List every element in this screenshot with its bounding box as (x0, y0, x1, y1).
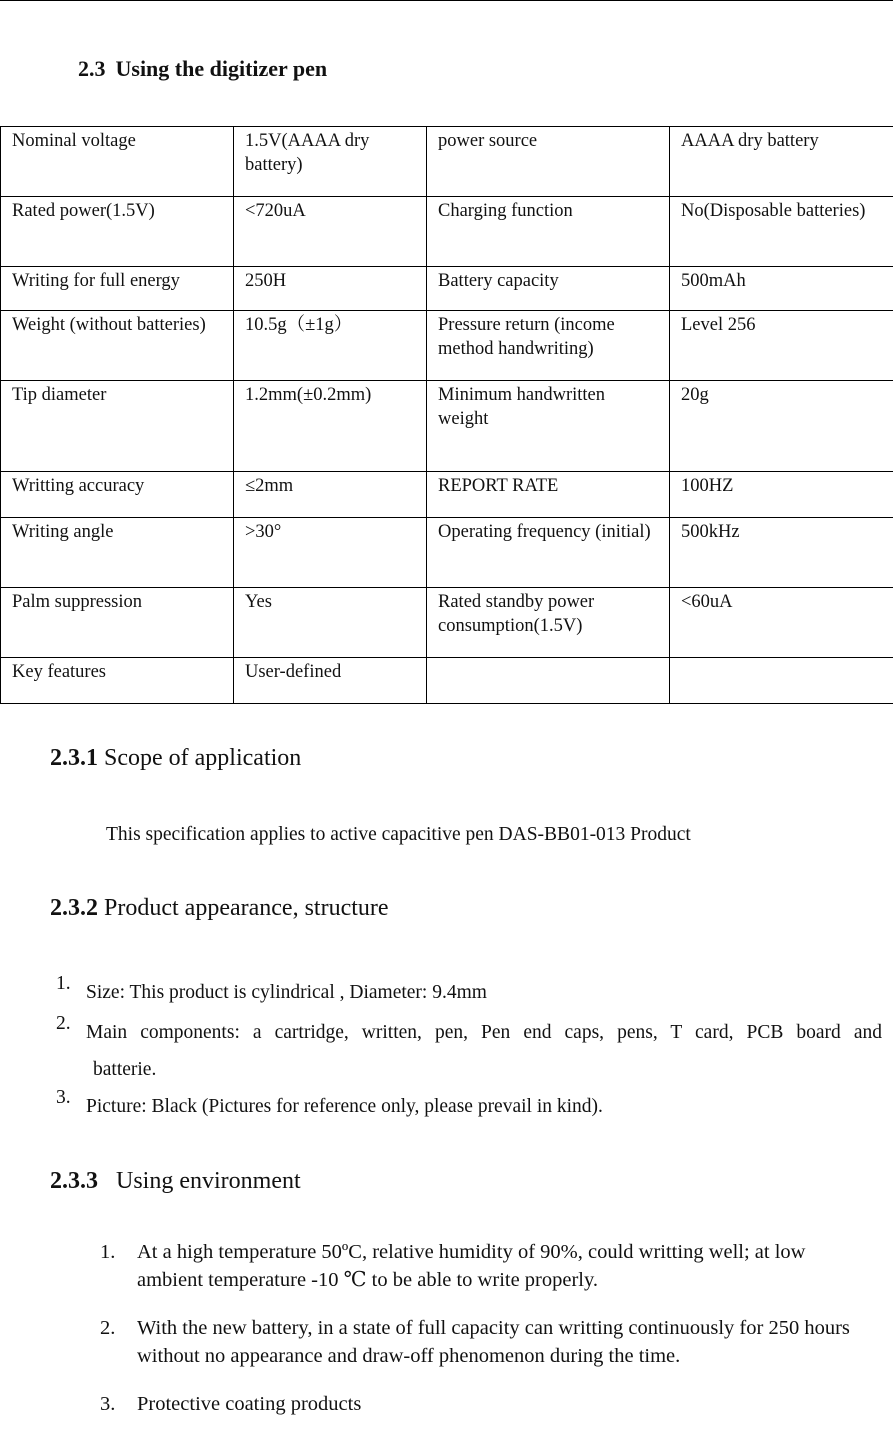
table-cell: Level 256 (670, 311, 893, 381)
environment-number: 2.3.3 (50, 1168, 98, 1194)
table-cell: Nominal voltage (1, 127, 234, 197)
list-number: 2. (56, 1013, 71, 1035)
table-row (1, 311, 893, 381)
table-cell (427, 658, 670, 704)
list-text: Protective coating products (137, 1393, 361, 1415)
table-cell: No(Disposable batteries) (670, 197, 893, 267)
table-cell: Minimum handwritten weight (427, 381, 670, 472)
table-row (1, 518, 893, 588)
list-text: Main components: a cartridge, written, pen, Pen end caps, pens, T card, PCB board and (86, 1013, 882, 1053)
table-cell: 250H (234, 267, 427, 311)
table-cell: REPORT RATE (427, 472, 670, 518)
table-cell: Tip diameter (1, 381, 234, 472)
table-cell: <60uA (670, 588, 893, 658)
table-cell (670, 658, 893, 704)
list-item (100, 1314, 860, 1370)
scope-title: Scope of application (104, 745, 301, 771)
table-cell: 500kHz (670, 518, 893, 588)
list-number: 2. (100, 1314, 115, 1342)
list-number: 3. (100, 1390, 115, 1418)
scope-text: This specification applies to active capacitive pen DAS-BB01-013 Product (106, 824, 691, 846)
appearance-list (56, 973, 882, 1127)
table-cell: 20g (670, 381, 893, 472)
section-title: Using the digitizer pen (116, 56, 328, 81)
table-cell: Weight (without batteries) (1, 311, 234, 381)
appearance-number: 2.3.2 (50, 895, 98, 921)
table-cell: Battery capacity (427, 267, 670, 311)
table-cell: Rated power(1.5V) (1, 197, 234, 267)
list-text: Size: This product is cylindrical , Diameter: 9.4mm (86, 973, 882, 1013)
table-cell: Yes (234, 588, 427, 658)
list-text: Picture: Black (Pictures for reference only, please prevail in kind). (86, 1087, 882, 1127)
table-cell: 100HZ (670, 472, 893, 518)
table-cell: >30° (234, 518, 427, 588)
table-cell: Palm suppression (1, 588, 234, 658)
table-cell: Writting accuracy (1, 472, 234, 518)
table-cell: 1.5V(AAAA dry battery) (234, 127, 427, 197)
list-number: 1. (56, 973, 71, 995)
table-cell: Writing for full energy (1, 267, 234, 311)
table-cell: 10.5g（±1g） (234, 311, 427, 381)
table-cell: Writing angle (1, 518, 234, 588)
table-cell: AAAA dry battery (670, 127, 893, 197)
table-cell: ≤2mm (234, 472, 427, 518)
table-cell: 1.2mm(±0.2mm) (234, 381, 427, 472)
table-row (1, 381, 893, 472)
table-cell: 500mAh (670, 267, 893, 311)
table-cell: Key features (1, 658, 234, 704)
section-heading (78, 56, 327, 82)
table-row (1, 127, 893, 197)
list-item (100, 1390, 860, 1418)
appearance-title: Product appearance, structure (104, 895, 389, 921)
list-item (56, 1013, 882, 1087)
environment-list (100, 1238, 860, 1438)
list-item (100, 1238, 860, 1294)
section-number: 2.3 (78, 56, 106, 81)
list-number: 1. (100, 1238, 115, 1266)
top-rule (0, 0, 893, 1)
table-cell: Rated standby power consumption(1.5V) (427, 588, 670, 658)
table-cell: Charging function (427, 197, 670, 267)
table-row (1, 588, 893, 658)
table-cell: Operating frequency (initial) (427, 518, 670, 588)
table-cell: User-defined (234, 658, 427, 704)
spec-table (0, 126, 893, 704)
table-cell: <720uA (234, 197, 427, 267)
list-item (56, 973, 882, 1013)
environment-title: Using environment (116, 1168, 301, 1194)
table-row (1, 267, 893, 311)
appearance-heading (50, 895, 389, 922)
scope-heading (50, 745, 301, 772)
list-text: At a high temperature 50ºC, relative humidity of 90%, could writting well; at low ambient temperature -10 ℃ to be able to write properly. (137, 1241, 805, 1291)
list-item (56, 1087, 882, 1127)
table-cell: Pressure return (income method handwriting) (427, 311, 670, 381)
list-text-continued: batterie. (86, 1053, 882, 1087)
table-row (1, 658, 893, 704)
list-text: With the new battery, in a state of full capacity can writting continuously for 250 hours without no appearance and draw-off phenomenon during the time. (137, 1317, 850, 1367)
scope-number: 2.3.1 (50, 745, 98, 771)
table-cell: power source (427, 127, 670, 197)
table-row (1, 472, 893, 518)
list-number: 3. (56, 1087, 71, 1109)
environment-heading (50, 1168, 301, 1195)
table-row (1, 197, 893, 267)
